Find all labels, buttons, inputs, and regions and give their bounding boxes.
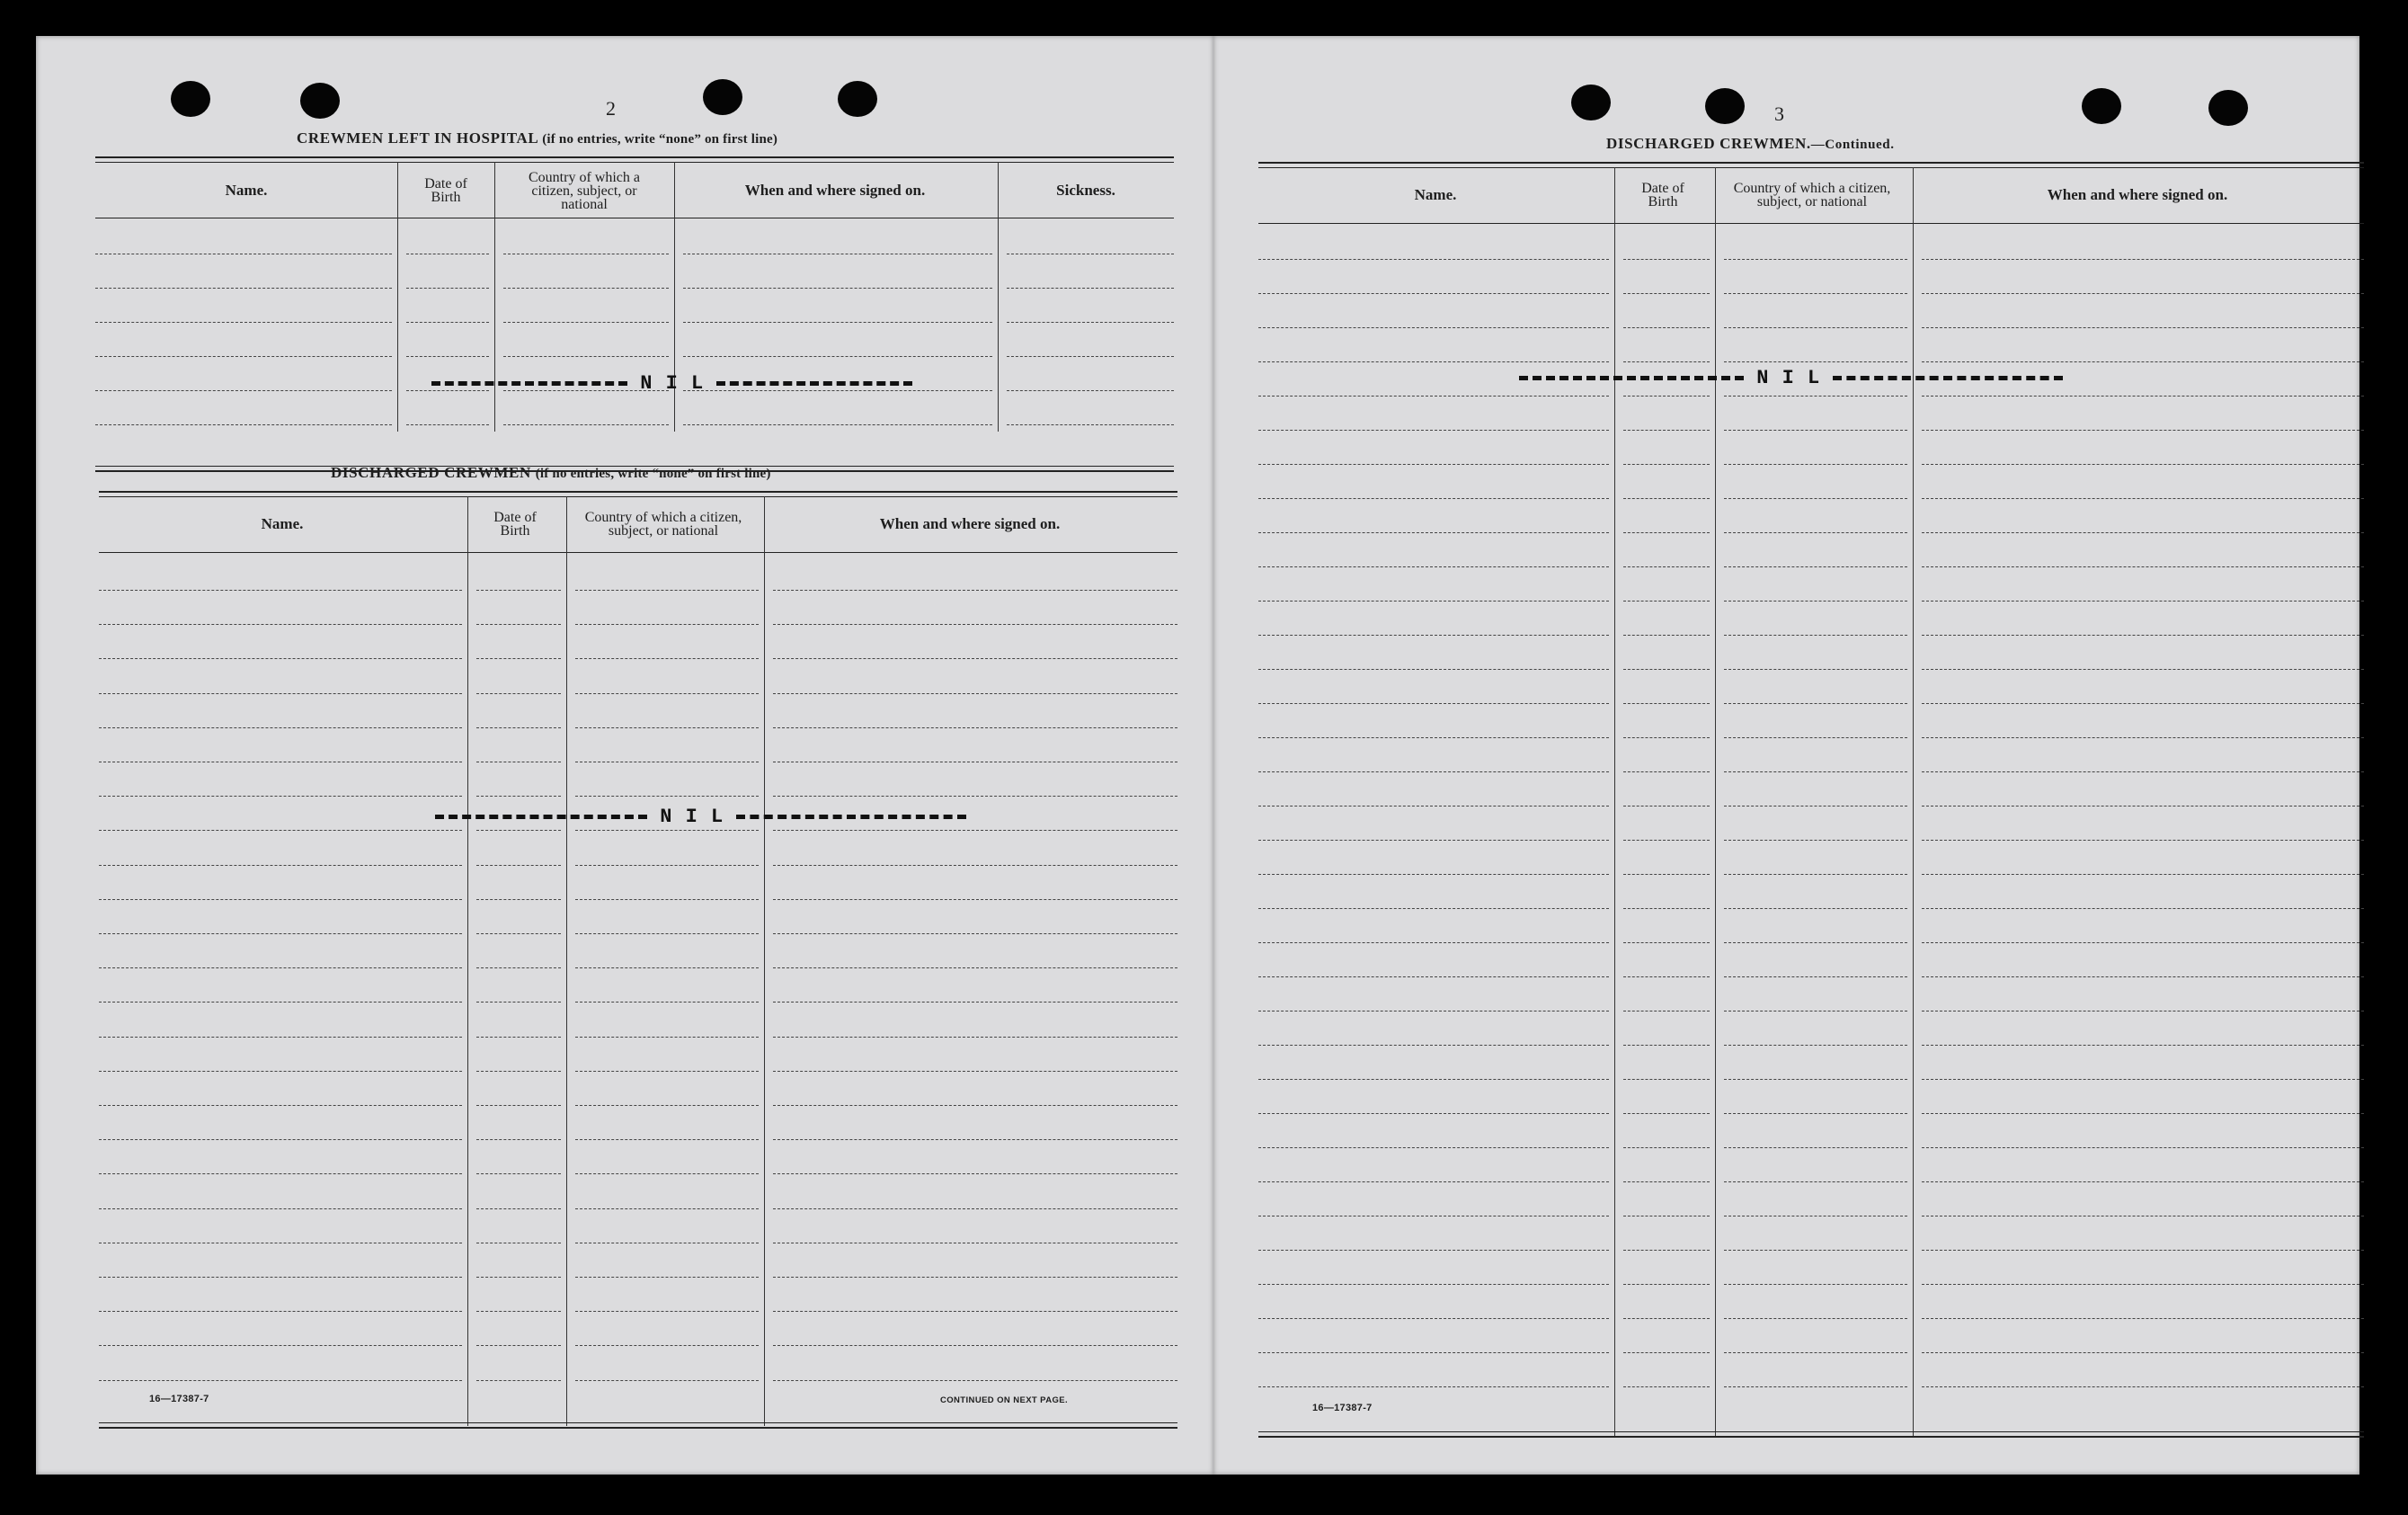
- hospital-title-note: (if no entries, write “none” on first line): [542, 132, 778, 147]
- ruled-line: [773, 658, 1177, 659]
- ruled-line: [1922, 601, 2364, 602]
- ruled-line: [1922, 669, 2364, 670]
- ruled-line: [1724, 1352, 1907, 1353]
- ruled-line: [1922, 1352, 2364, 1353]
- col-header-name: Name.: [1414, 186, 1457, 203]
- ruled-line: [1724, 942, 1907, 943]
- ruled-line: [575, 899, 759, 900]
- ruled-line: [683, 356, 992, 357]
- col-header-date-of-birth: Date of Birth: [1641, 181, 1684, 209]
- column-divider: [467, 496, 468, 1426]
- ruled-line: [1258, 771, 1609, 772]
- ruled-line: [476, 967, 561, 968]
- ruled-line: [773, 1037, 1177, 1038]
- ruled-line: [1922, 1045, 2364, 1046]
- ruled-line: [1724, 566, 1907, 567]
- ruled-line: [773, 967, 1177, 968]
- punch-hole: [2208, 90, 2248, 126]
- ruled-line: [1922, 464, 2364, 465]
- ruled-line: [406, 356, 489, 357]
- ruled-line: [1007, 424, 1174, 425]
- ruled-line: [1623, 1284, 1710, 1285]
- ruled-line: [773, 1345, 1177, 1346]
- ruled-line: [773, 899, 1177, 900]
- hospital-title-main: CREWMEN LEFT IN HOSPITAL: [297, 129, 538, 147]
- ruled-line: [1258, 1386, 1609, 1387]
- nil-entry: N I L: [435, 806, 966, 828]
- col-header-date-of-birth: Date of Birth: [424, 176, 467, 205]
- ruled-line: [773, 1002, 1177, 1003]
- ruled-line: [575, 1311, 759, 1312]
- ruled-line: [406, 322, 489, 323]
- ruled-line: [1922, 361, 2364, 362]
- ruled-line: [1922, 430, 2364, 431]
- ruled-line: [1724, 532, 1907, 533]
- ruled-line: [1007, 356, 1174, 357]
- ruled-line: [1922, 1147, 2364, 1148]
- ruled-line: [1623, 771, 1710, 772]
- ruled-line: [1623, 635, 1710, 636]
- ruled-line: [476, 590, 561, 591]
- column-divider: [566, 496, 567, 1426]
- ruled-line: [1724, 1079, 1907, 1080]
- ruled-line: [1724, 737, 1907, 738]
- ruled-line: [1922, 1079, 2364, 1080]
- col-header-country: Country of which a citizen, subject, or national: [584, 510, 742, 539]
- ruled-line: [99, 1311, 462, 1312]
- ruled-line: [1922, 908, 2364, 909]
- ruled-line: [1724, 635, 1907, 636]
- ruled-line: [773, 1208, 1177, 1209]
- ruled-line: [575, 1037, 759, 1038]
- ruled-line: [1623, 806, 1710, 807]
- ruled-line: [1623, 498, 1710, 499]
- ruled-line: [1922, 703, 2364, 704]
- ruled-line: [1724, 771, 1907, 772]
- ruled-line: [1258, 806, 1609, 807]
- punch-hole: [1705, 88, 1745, 124]
- ruled-line: [1724, 430, 1907, 431]
- ruled-line: [476, 1139, 561, 1140]
- ruled-line: [773, 796, 1177, 797]
- ruled-line: [406, 424, 489, 425]
- ruled-line: [476, 865, 561, 866]
- ruled-line: [1623, 1318, 1710, 1319]
- ruled-line: [1258, 874, 1609, 875]
- ruled-line: [99, 830, 462, 831]
- ruled-line: [1922, 1250, 2364, 1251]
- ruled-line: [1922, 1386, 2364, 1387]
- ruled-line: [773, 693, 1177, 694]
- ruled-line: [1922, 293, 2364, 294]
- ruled-line: [476, 1173, 561, 1174]
- right-page: [1213, 36, 2359, 1475]
- ruled-line: [773, 1173, 1177, 1174]
- ruled-line: [1258, 840, 1609, 841]
- ruled-line: [1623, 601, 1710, 602]
- ruled-line: [575, 865, 759, 866]
- punch-hole: [1571, 85, 1611, 120]
- ruled-line: [683, 288, 992, 289]
- ruled-line: [575, 1380, 759, 1381]
- ruled-line: [1007, 288, 1174, 289]
- ruled-line: [773, 830, 1177, 831]
- ruled-line: [1922, 259, 2364, 260]
- ruled-line: [99, 1208, 462, 1209]
- ruled-line: [575, 1277, 759, 1278]
- ruled-line: [773, 624, 1177, 625]
- ruled-line: [476, 1277, 561, 1278]
- ruled-line: [773, 590, 1177, 591]
- page-number: 2: [606, 97, 617, 120]
- ruled-line: [1724, 601, 1907, 602]
- ruled-line: [1922, 976, 2364, 977]
- ruled-line: [1258, 601, 1609, 602]
- ruled-line: [1724, 874, 1907, 875]
- ruled-line: [1724, 1386, 1907, 1387]
- ruled-line: [1724, 806, 1907, 807]
- ruled-line: [1724, 361, 1907, 362]
- continued-note: CONTINUED ON NEXT PAGE.: [940, 1395, 1069, 1405]
- ruled-line: [1724, 1045, 1907, 1046]
- ruled-line: [683, 322, 992, 323]
- ruled-line: [773, 1139, 1177, 1140]
- table-top-rule: [1258, 162, 2364, 168]
- ruled-line: [575, 1345, 759, 1346]
- col-header-signed-on: When and where signed on.: [2047, 186, 2228, 203]
- ruled-line: [1258, 327, 1609, 328]
- discharged-table: [99, 491, 1177, 1435]
- discharged-title-note: (if no entries, write “none” on first line): [535, 467, 771, 481]
- ruled-line: [1724, 1250, 1907, 1251]
- ruled-line: [1623, 396, 1710, 397]
- ruled-line: [1724, 908, 1907, 909]
- ruled-line: [1623, 327, 1710, 328]
- col-header-date-of-birth: Date of Birth: [493, 510, 537, 539]
- ruled-line: [99, 1277, 462, 1278]
- ruled-line: [1724, 1181, 1907, 1182]
- ruled-line: [1623, 430, 1710, 431]
- ruled-line: [1258, 1079, 1609, 1080]
- nil-entry: N I L: [1519, 367, 2063, 389]
- ruled-line: [476, 1037, 561, 1038]
- column-divider: [397, 162, 398, 432]
- ruled-line: [575, 830, 759, 831]
- col-header-signed-on: When and where signed on.: [744, 182, 926, 199]
- ruled-line: [95, 424, 392, 425]
- column-divider: [764, 496, 765, 1426]
- ruled-line: [1724, 259, 1907, 260]
- ruled-line: [575, 727, 759, 728]
- ruled-line: [1258, 1352, 1609, 1353]
- nil-entry: N I L: [431, 372, 912, 395]
- ruled-line: [1258, 1045, 1609, 1046]
- ruled-line: [683, 424, 992, 425]
- ruled-line: [1724, 703, 1907, 704]
- ruled-line: [503, 288, 669, 289]
- header-rule: [1258, 223, 2364, 224]
- ruled-line: [1258, 259, 1609, 260]
- ruled-line: [1623, 566, 1710, 567]
- ruled-line: [95, 322, 392, 323]
- ruled-line: [99, 1380, 462, 1381]
- ruled-line: [1258, 532, 1609, 533]
- ruled-line: [1258, 293, 1609, 294]
- ruled-line: [99, 865, 462, 866]
- ruled-line: [1623, 874, 1710, 875]
- punch-hole: [838, 81, 877, 117]
- ruled-line: [773, 727, 1177, 728]
- discharged-title-main: DISCHARGED CREWMEN: [331, 464, 531, 481]
- ruled-line: [1623, 293, 1710, 294]
- ruled-line: [1258, 1250, 1609, 1251]
- ruled-line: [1623, 1079, 1710, 1080]
- ruled-line: [575, 967, 759, 968]
- ruled-line: [575, 1139, 759, 1140]
- ruled-line: [99, 590, 462, 591]
- column-divider: [1715, 167, 1716, 1437]
- ruled-line: [1258, 635, 1609, 636]
- ruled-line: [1623, 1352, 1710, 1353]
- punch-hole: [171, 81, 210, 117]
- ruled-line: [1724, 293, 1907, 294]
- ruled-line: [575, 624, 759, 625]
- ruled-line: [476, 727, 561, 728]
- ruled-line: [476, 624, 561, 625]
- ruled-line: [99, 658, 462, 659]
- ruled-line: [1922, 806, 2364, 807]
- ruled-line: [1258, 737, 1609, 738]
- ruled-line: [99, 796, 462, 797]
- ruled-line: [99, 1071, 462, 1072]
- ruled-line: [575, 1071, 759, 1072]
- ruled-line: [1258, 1318, 1609, 1319]
- ruled-line: [406, 288, 489, 289]
- ruled-line: [1258, 1113, 1609, 1114]
- ruled-line: [1724, 1147, 1907, 1148]
- ruled-line: [1258, 430, 1609, 431]
- ruled-line: [476, 658, 561, 659]
- ruled-line: [1007, 322, 1174, 323]
- ruled-line: [1724, 396, 1907, 397]
- table-bottom-rule: [1258, 1431, 2364, 1438]
- ruled-line: [1623, 908, 1710, 909]
- ruled-line: [99, 727, 462, 728]
- ruled-line: [1623, 361, 1710, 362]
- ruled-line: [1258, 1147, 1609, 1148]
- ruled-line: [1724, 1284, 1907, 1285]
- ruled-line: [773, 1380, 1177, 1381]
- ruled-line: [476, 796, 561, 797]
- ruled-line: [1922, 566, 2364, 567]
- ruled-line: [773, 1311, 1177, 1312]
- ruled-line: [1623, 1181, 1710, 1182]
- hospital-table: [95, 156, 1174, 441]
- ruled-line: [1007, 390, 1174, 391]
- ruled-line: [1258, 566, 1609, 567]
- ruled-line: [1922, 498, 2364, 499]
- ruled-line: [1724, 840, 1907, 841]
- ruled-line: [1623, 976, 1710, 977]
- ruled-line: [773, 933, 1177, 934]
- ruled-line: [476, 693, 561, 694]
- discharged-continued-title: [1606, 135, 1895, 153]
- ruled-line: [99, 1037, 462, 1038]
- ruled-line: [1724, 498, 1907, 499]
- ruled-line: [1724, 1318, 1907, 1319]
- ruled-line: [1922, 737, 2364, 738]
- col-header-country: Country of which a citizen, subject, or national: [1733, 181, 1891, 209]
- discharged-cont-title-main: DISCHARGED CREWMEN.: [1606, 135, 1811, 152]
- col-header-sickness: Sickness.: [1056, 182, 1115, 199]
- ruled-line: [1623, 942, 1710, 943]
- ruled-line: [1258, 498, 1609, 499]
- ruled-line: [1623, 669, 1710, 670]
- column-divider: [1913, 167, 1914, 1437]
- ruled-line: [575, 796, 759, 797]
- ruled-line: [575, 693, 759, 694]
- ruled-line: [476, 1002, 561, 1003]
- col-header-name: Name.: [225, 182, 268, 199]
- ruled-line: [1623, 840, 1710, 841]
- ruled-line: [575, 1105, 759, 1106]
- ruled-line: [575, 933, 759, 934]
- ruled-line: [1258, 1181, 1609, 1182]
- ruled-line: [476, 899, 561, 900]
- ruled-line: [1623, 1045, 1710, 1046]
- ruled-line: [476, 1345, 561, 1346]
- col-header-country: Country of which a citizen, subject, or national: [529, 169, 640, 212]
- ruled-line: [476, 1380, 561, 1381]
- ruled-line: [1724, 976, 1907, 977]
- ruled-line: [476, 933, 561, 934]
- ruled-line: [575, 590, 759, 591]
- ruled-line: [476, 1311, 561, 1312]
- ruled-line: [503, 322, 669, 323]
- punch-hole: [300, 83, 340, 119]
- ruled-line: [1922, 532, 2364, 533]
- ruled-line: [1724, 464, 1907, 465]
- ruled-line: [1623, 703, 1710, 704]
- ruled-line: [99, 1105, 462, 1106]
- ruled-line: [1922, 942, 2364, 943]
- ruled-line: [1922, 635, 2364, 636]
- ruled-line: [1922, 874, 2364, 875]
- ruled-line: [1724, 1113, 1907, 1114]
- ruled-line: [1258, 1284, 1609, 1285]
- ruled-line: [99, 1345, 462, 1346]
- page-number: 3: [1774, 102, 1785, 125]
- ruled-line: [1623, 737, 1710, 738]
- ruled-line: [773, 1071, 1177, 1072]
- ruled-line: [1922, 327, 2364, 328]
- ruled-line: [1258, 396, 1609, 397]
- ruled-line: [476, 1105, 561, 1106]
- ruled-line: [1922, 1113, 2364, 1114]
- column-divider: [1614, 167, 1615, 1437]
- continued-label: —Continued.: [1810, 138, 1895, 152]
- ruled-line: [1922, 1318, 2364, 1319]
- ruled-line: [1623, 1113, 1710, 1114]
- discharged-section-title: [331, 464, 771, 482]
- col-header-signed-on: When and where signed on.: [879, 515, 1061, 532]
- punch-hole: [2082, 88, 2121, 124]
- ruled-line: [476, 1208, 561, 1209]
- ruled-line: [1922, 396, 2364, 397]
- ruled-line: [1258, 908, 1609, 909]
- ruled-line: [773, 1277, 1177, 1278]
- ruled-line: [773, 865, 1177, 866]
- ruled-line: [1623, 259, 1710, 260]
- ruled-line: [575, 1173, 759, 1174]
- ruled-line: [476, 830, 561, 831]
- ruled-line: [503, 424, 669, 425]
- ruled-line: [1258, 669, 1609, 670]
- ruled-line: [99, 899, 462, 900]
- ruled-line: [1922, 771, 2364, 772]
- column-divider: [998, 162, 999, 432]
- ruled-line: [476, 1071, 561, 1072]
- discharged-continued-table: [1258, 162, 2364, 1448]
- punch-hole: [703, 79, 742, 115]
- ruled-line: [1623, 464, 1710, 465]
- table-bottom-rule: [99, 1422, 1177, 1429]
- ruled-line: [1724, 327, 1907, 328]
- ruled-line: [1623, 1147, 1710, 1148]
- ruled-line: [99, 693, 462, 694]
- ruled-line: [575, 658, 759, 659]
- ruled-line: [99, 1002, 462, 1003]
- ruled-line: [1623, 1250, 1710, 1251]
- ruled-line: [1258, 976, 1609, 977]
- form-number: 16—17387-7: [1312, 1403, 1373, 1413]
- ruled-line: [773, 1105, 1177, 1106]
- ruled-line: [95, 288, 392, 289]
- hospital-section-title: [297, 129, 777, 147]
- ruled-line: [99, 967, 462, 968]
- ruled-line: [1922, 840, 2364, 841]
- ruled-line: [1258, 703, 1609, 704]
- header-rule: [99, 552, 1177, 553]
- ruled-line: [1922, 1284, 2364, 1285]
- form-number: 16—17387-7: [149, 1394, 209, 1404]
- ruled-line: [95, 390, 392, 391]
- ruled-line: [1258, 942, 1609, 943]
- ruled-line: [95, 356, 392, 357]
- ruled-line: [99, 624, 462, 625]
- ruled-line: [99, 1173, 462, 1174]
- ruled-line: [1623, 1386, 1710, 1387]
- left-page: [36, 36, 1213, 1475]
- ruled-line: [99, 1139, 462, 1140]
- ruled-line: [1922, 1181, 2364, 1182]
- ruled-line: [575, 1208, 759, 1209]
- ruled-line: [503, 356, 669, 357]
- ruled-line: [1623, 532, 1710, 533]
- ruled-line: [1258, 464, 1609, 465]
- table-top-rule: [95, 156, 1174, 163]
- ruled-line: [1258, 361, 1609, 362]
- ruled-line: [99, 933, 462, 934]
- ruled-line: [575, 1002, 759, 1003]
- ruled-line: [1724, 669, 1907, 670]
- table-top-rule: [99, 491, 1177, 497]
- col-header-name: Name.: [261, 515, 304, 532]
